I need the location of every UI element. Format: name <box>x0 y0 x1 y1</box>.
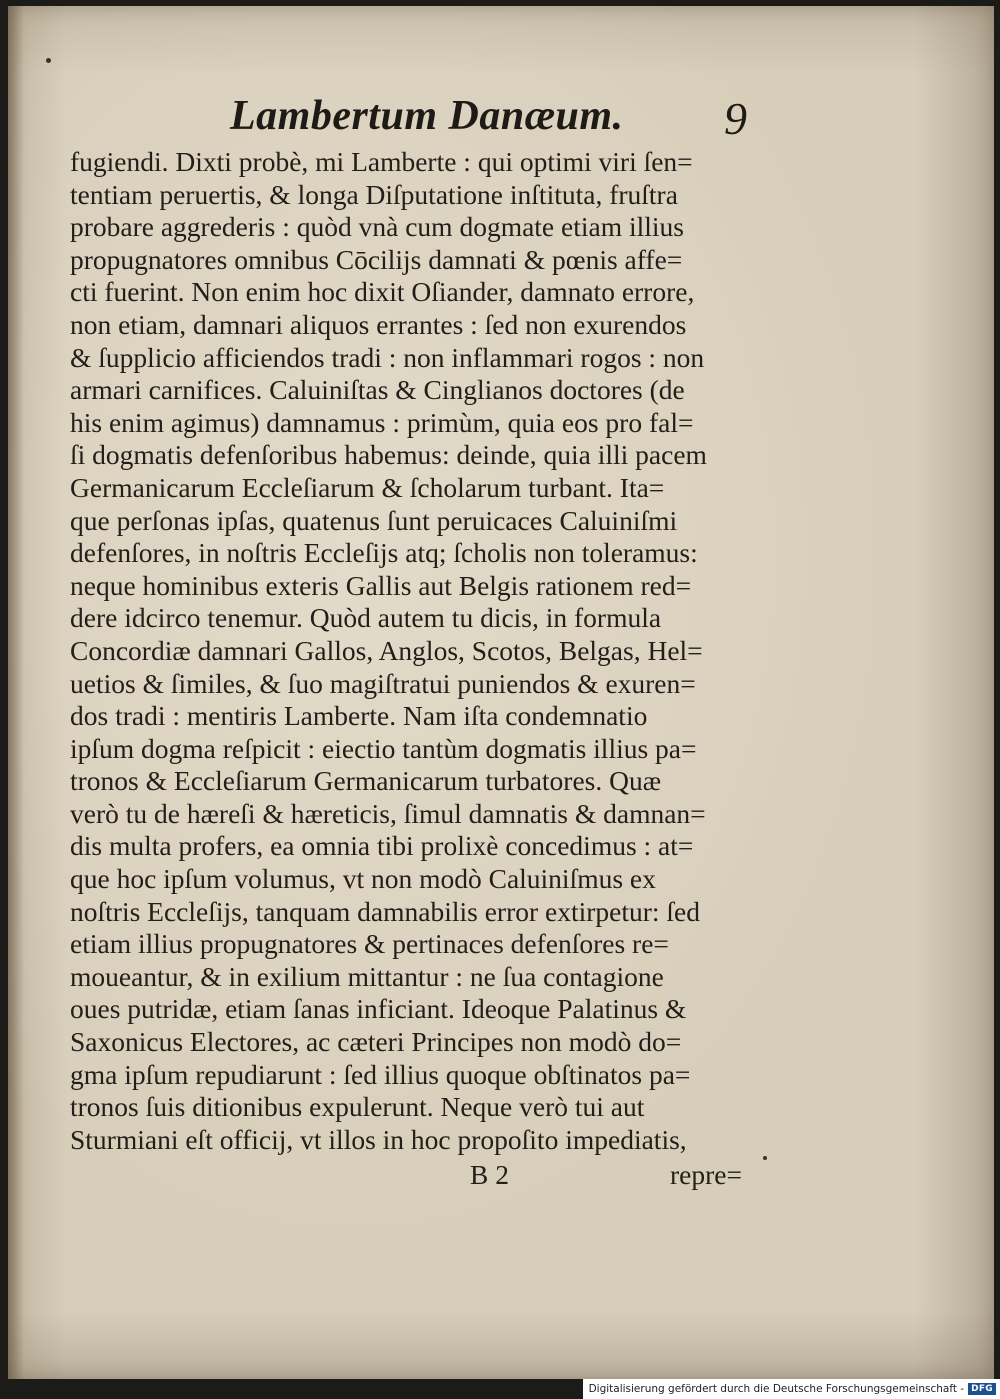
text-line: defenſores, in noſtris Eccleſijs atq; ſcholis non toleramus: <box>70 537 698 569</box>
text-line: & ſupplicio afficiendos tradi : non inflammari rogos : non <box>70 341 705 373</box>
text-line: verò tu de hæreſi & hæreticis, ſimul damnatis & damnan= <box>70 797 706 829</box>
credit-text: Digitalisierung gefördert durch die Deutsche Forschungsgemeinschaft - <box>588 1383 965 1395</box>
body-text <box>70 146 760 1156</box>
digitization-credit <box>583 1379 1000 1399</box>
text-line: tronos & Eccleſiarum Germanicarum turbatores. Quæ <box>70 765 662 797</box>
catchword: repre= <box>670 1159 742 1190</box>
text-line: his enim agimus) damnamus : primùm, quia eos pro fal= <box>70 406 694 438</box>
text-line: propugnatores omnibus Cōcilijs damnati & pœnis affe= <box>70 243 683 275</box>
text-line: moueantur, & in exilium mittantur : ne ſua contagione <box>70 960 664 992</box>
ink-speck <box>46 58 51 63</box>
text-line: neque hominibus exteris Gallis aut Belgis rationem red= <box>70 569 692 601</box>
text-line: tronos ſuis ditionibus expulerunt. Neque verò tui aut <box>70 1091 645 1123</box>
running-title: Lambertum Danæum. <box>230 93 624 139</box>
text-line: que hoc ipſum volumus, vt non modò Caluiniſmus ex <box>70 863 656 895</box>
text-line: probare aggrederis : quòd vnà cum dogmate etiam illius <box>70 211 684 243</box>
text-line: Germanicarum Eccleſiarum & ſcholarum turbant. Ita= <box>70 471 665 503</box>
text-line: oues putridæ, etiam ſanas inficiant. Ideoque Palatinus & <box>70 993 687 1025</box>
text-line: noſtris Eccleſijs, tanquam damnabilis error extirpetur: ſed <box>70 895 701 927</box>
page-footer-line <box>70 1159 760 1193</box>
page-gutter-shadow <box>8 6 24 1379</box>
text-line: dos tradi : mentiris Lamberte. Nam iſta condemnatio <box>70 700 648 732</box>
dfg-logo-icon: DFG <box>968 1383 996 1395</box>
text-line: gma ipſum repudiarunt : ſed illius quoque obſtinatos pa= <box>70 1058 691 1090</box>
signature-mark: B 2 <box>470 1159 509 1190</box>
text-line: cti fuerint. Non enim hoc dixit Oſiander, damnato errore, <box>70 276 695 308</box>
text-line: tentiam peruertis, & longa Diſputatione inſtituta, fruſtra <box>70 178 678 210</box>
ink-speck <box>763 1156 767 1160</box>
text-line: Concordiæ damnari Gallos, Anglos, Scotos, Belgas, Hel= <box>70 634 703 666</box>
text-line: armari carnifices. Caluiniſtas & Cinglianos doctores (de <box>70 374 685 406</box>
text-line: non etiam, damnari aliquos errantes : ſed non exurendos <box>70 308 687 340</box>
text-line: etiam illius propugnatores & pertinaces defenſores re= <box>70 928 669 960</box>
text-line: dere idcirco tenemur. Quòd autem tu dicis, in formula <box>70 602 662 634</box>
text-line: dis multa profers, ea omnia tibi prolixè concedimus : at= <box>70 830 694 862</box>
text-line: fugiendi. Dixti probè, mi Lamberte : qui optimi viri ſen= <box>70 146 693 177</box>
text-line: uetios & ſimiles, & ſuo magiſtratui puniendos & exuren= <box>70 667 696 699</box>
page-number: 9 <box>724 93 747 144</box>
text-line: Sturmiani eſt officij, vt illos in hoc propoſito impediatis, <box>70 1123 687 1155</box>
text-line: ipſum dogma reſpicit : eiectio tantùm dogmatis illius pa= <box>70 732 697 764</box>
text-line: que perſonas ipſas, quatenus ſunt peruicaces Caluiniſmi <box>70 504 678 536</box>
book-page <box>8 6 994 1379</box>
text-line: ſi dogmatis defenſoribus habemus: deinde, quia illi pacem <box>70 439 707 471</box>
text-line: Saxonicus Electores, ac cæteri Principes non modò do= <box>70 1026 682 1058</box>
